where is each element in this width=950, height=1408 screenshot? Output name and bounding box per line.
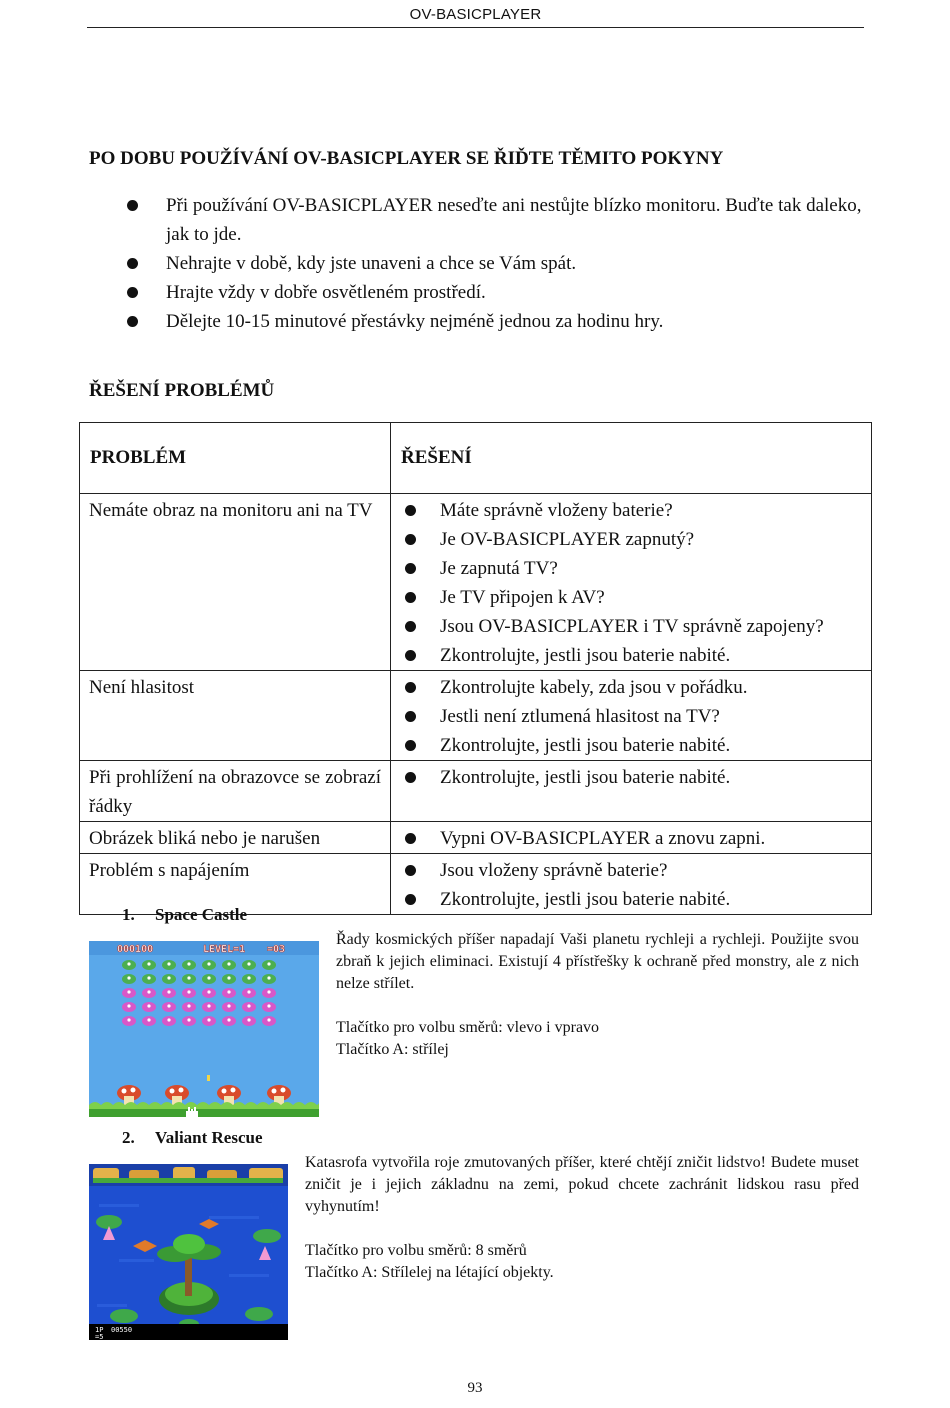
- solution-cell: [391, 854, 872, 915]
- alien-eye: [167, 1004, 170, 1007]
- alien-eye: [207, 1018, 210, 1021]
- table-row: [80, 494, 872, 671]
- hud-lives: =5: [95, 1333, 104, 1340]
- list-item: Jsou OV-BASICPLAYER i TV správně zapojeny?: [391, 612, 871, 641]
- alien-eye: [267, 962, 270, 965]
- bullet-icon: [405, 865, 416, 876]
- alien-eye: [147, 990, 150, 993]
- list-item: Zkontrolujte, jestli jsou baterie nabité.: [391, 641, 871, 670]
- list-item: Máte správně vloženy baterie?: [391, 496, 871, 525]
- alien-eye: [247, 962, 250, 965]
- alien-eye: [167, 976, 170, 979]
- hud-level: LEVEL=1: [203, 944, 246, 955]
- game-number: 2.: [122, 1128, 135, 1147]
- list-item: Je OV-BASICPLAYER zapnutý?: [391, 525, 871, 554]
- page-number: 93: [467, 1380, 483, 1396]
- list-item: [127, 278, 867, 307]
- alien-eye: [227, 1004, 230, 1007]
- alien-eye: [227, 990, 230, 993]
- valiant-rescue-description: [305, 1152, 859, 1284]
- list-item: Zkontrolujte, jestli jsou baterie nabité.: [391, 763, 871, 792]
- list-item: [127, 249, 867, 278]
- problem-cell: Obrázek bliká nebo je narušen: [80, 822, 391, 854]
- bullet-icon: [127, 287, 138, 298]
- table-row: [80, 761, 872, 822]
- bullet-icon: [405, 534, 416, 545]
- bullet-icon: [405, 682, 416, 693]
- list-item: Je TV připojen k AV?: [391, 583, 871, 612]
- solution-cell: [391, 822, 872, 854]
- table-row: [80, 671, 872, 761]
- solution-cell: [391, 761, 872, 822]
- game-controls-line: Tlačítko pro volbu směrů: vlevo i vpravo: [336, 1019, 600, 1036]
- alien-eye: [227, 962, 230, 965]
- bullet-icon: [405, 563, 416, 574]
- alien-eye: [127, 962, 130, 965]
- hud-player: 1P: [95, 1326, 104, 1334]
- problem-cell: Problém s napájením: [80, 854, 391, 915]
- problem-cell: Není hlasitost: [80, 671, 391, 761]
- game-description-text: Katasrofa vytvořila roje zmutovaných příšer, které chtějí zničit lidstvo! Budete muset zničit je i jejich základnu na zemi, pokud chcete zachránit lidskou rasu před vyhynutím!: [305, 1154, 859, 1215]
- guideline-text: Při používání OV-BASICPLAYER neseďte ani nestůjte blízko monitoru. Buďte tak daleko, jak to jde.: [166, 195, 862, 245]
- guideline-text: Nehrajte v době, kdy jste unaveni a chce se Vám spát.: [166, 253, 577, 274]
- alien-eye: [167, 990, 170, 993]
- alien-eye: [267, 990, 270, 993]
- alien-eye: [227, 1018, 230, 1021]
- game-name: Valiant Rescue: [155, 1128, 263, 1147]
- top-reef: [89, 1164, 288, 1186]
- hud-score: 000100: [117, 944, 154, 955]
- list-item: Vypni OV-BASICPLAYER a znovu zapni.: [391, 824, 871, 853]
- bullet-icon: [405, 894, 416, 905]
- running-header: OV-BASICPLAYER: [87, 6, 864, 28]
- alien-eye: [187, 1004, 190, 1007]
- bullet-icon: [405, 621, 416, 632]
- game-controls-line: Tlačítko A: Střílelej na létající objekty.: [305, 1264, 554, 1281]
- bullet-icon: [127, 316, 138, 327]
- alien-eye: [247, 1004, 250, 1007]
- alien-eye: [147, 976, 150, 979]
- alien-eye: [167, 1018, 170, 1021]
- alien-eye: [267, 1018, 270, 1021]
- list-item: Jsou vloženy správně baterie?: [391, 856, 871, 885]
- guideline-text: Dělejte 10-15 minutové přestávky nejméně jednou za hodinu hry.: [166, 311, 664, 332]
- hud-score: 00550: [111, 1326, 133, 1334]
- usage-guidelines-list: [127, 191, 867, 336]
- column-header-solution: ŘEŠENÍ: [391, 423, 872, 494]
- alien-eye: [207, 962, 210, 965]
- solution-cell: [391, 671, 872, 761]
- alien-eye: [127, 1018, 130, 1021]
- alien-eye: [207, 990, 210, 993]
- alien-eye: [187, 990, 190, 993]
- guideline-text: Hrajte vždy v dobře osvětleném prostředí.: [166, 282, 486, 303]
- list-item: Jestli není ztlumená hlasitost na TV?: [391, 702, 871, 731]
- bullet-icon: [405, 711, 416, 722]
- list-item: Zkontrolujte kabely, zda jsou v pořádku.: [391, 673, 871, 702]
- bullet-icon: [405, 505, 416, 516]
- bullet-icon: [405, 833, 416, 844]
- alien-eye: [167, 962, 170, 965]
- alien-eye: [267, 1004, 270, 1007]
- alien-eye: [147, 962, 150, 965]
- game-controls-line: Tlačítko A: střílej: [336, 1041, 449, 1058]
- game-name: Space Castle: [155, 905, 248, 924]
- list-item: [127, 307, 867, 336]
- alien-eye: [127, 1004, 130, 1007]
- bullet-icon: [405, 592, 416, 603]
- list-item: [127, 191, 867, 249]
- game-title-space-castle: [122, 905, 247, 925]
- game-controls-line: Tlačítko pro volbu směrů: 8 směrů: [305, 1242, 527, 1259]
- alien-eye: [127, 976, 130, 979]
- alien-eye: [147, 1018, 150, 1021]
- alien-eye: [227, 976, 230, 979]
- alien-eye: [187, 962, 190, 965]
- alien-eye: [207, 1004, 210, 1007]
- bullet-icon: [405, 772, 416, 783]
- column-header-problem: PROBLÉM: [80, 423, 391, 494]
- alien-eye: [267, 976, 270, 979]
- table-row: [80, 822, 872, 854]
- alien-eye: [247, 976, 250, 979]
- alien-eye: [247, 1018, 250, 1021]
- alien-eye: [127, 990, 130, 993]
- list-item: Je zapnutá TV?: [391, 554, 871, 583]
- player-shot: [207, 1075, 210, 1081]
- space-castle-description: [336, 929, 859, 1061]
- table-header-row: [80, 423, 872, 494]
- game-number: 1.: [122, 905, 135, 924]
- troubleshooting-heading: ŘEŠENÍ PROBLÉMŮ: [89, 380, 275, 401]
- alien-eye: [207, 976, 210, 979]
- bullet-icon: [127, 258, 138, 269]
- game-title-valiant-rescue: [122, 1128, 263, 1148]
- alien-eye: [247, 990, 250, 993]
- alien-eye: [187, 1018, 190, 1021]
- valiant-rescue-screenshot: [89, 1164, 288, 1340]
- space-castle-screenshot: [89, 941, 319, 1126]
- troubleshooting-table: [79, 422, 872, 915]
- bullet-icon: [127, 200, 138, 211]
- bullet-icon: [405, 740, 416, 751]
- alien-eye: [147, 1004, 150, 1007]
- problem-cell: Při prohlížení na obrazovce se zobrazí řádky: [80, 761, 391, 822]
- hud-lives: =03: [267, 944, 286, 955]
- bullet-icon: [405, 650, 416, 661]
- game-description-text: Řady kosmických příšer napadají Vaši planetu rychleji a rychleji. Použijte svou zbraň k jejich eliminaci. Existují 4 přístřešky k ochraně před monstry, ale z nich nelze střílet.: [336, 931, 859, 992]
- alien-eye: [187, 976, 190, 979]
- usage-heading: PO DOBU POUŽÍVÁNÍ OV-BASICPLAYER SE ŘIĎTE TĚMITO POKYNY: [89, 148, 724, 169]
- problem-cell: Nemáte obraz na monitoru ani na TV: [80, 494, 391, 671]
- list-item: Zkontrolujte, jestli jsou baterie nabité.: [391, 731, 871, 760]
- solution-cell: [391, 494, 872, 671]
- list-item: Zkontrolujte, jestli jsou baterie nabité.: [391, 885, 871, 914]
